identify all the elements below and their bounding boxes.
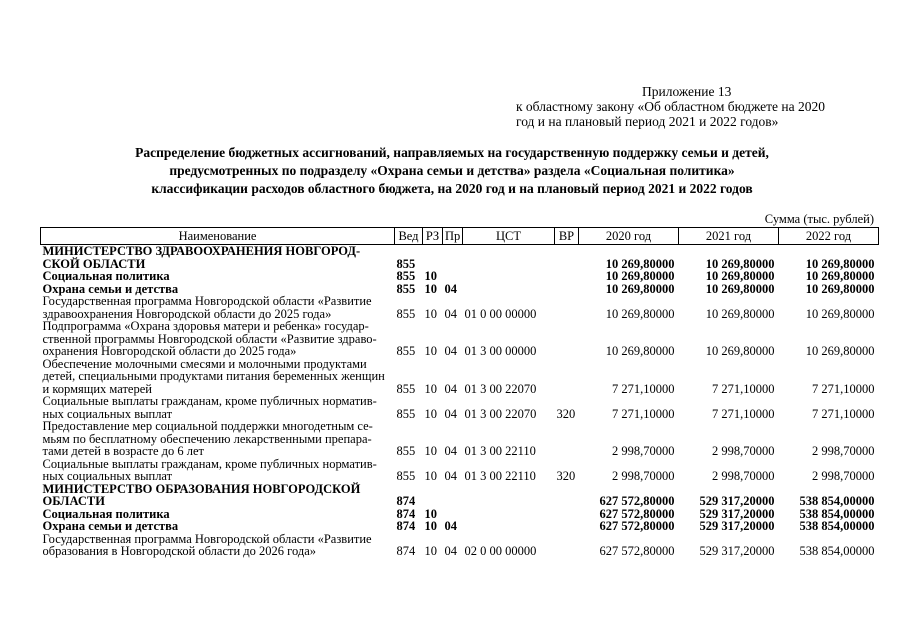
row-pr: 04 xyxy=(444,381,457,396)
row-rz: 10 xyxy=(424,469,437,483)
row-rz: 10 xyxy=(424,519,437,533)
row-name: Охрана семьи и детства xyxy=(42,519,179,533)
row-vr xyxy=(555,520,579,533)
row-cst: 01 3 00 22110 xyxy=(464,469,536,483)
table-row xyxy=(41,520,879,533)
row-cst: 01 3 00 22070 xyxy=(464,381,537,396)
row-vr xyxy=(555,320,579,358)
row-amount-2021: 10 269,80000 xyxy=(705,306,775,321)
col-header-pr: Пр xyxy=(443,228,463,245)
document-title xyxy=(40,144,864,198)
row-amount-2020: 627 572,80000 xyxy=(599,544,675,558)
row-amount-2020: 10 269,80000 xyxy=(605,269,675,283)
title-line-3: классификации расходов областного бюджета, на 2020 год и на плановый период 2021 и 2022 годов xyxy=(151,181,753,196)
row-amount-2021: 10 269,80000 xyxy=(705,269,775,283)
col-header-2021: 2021 год xyxy=(679,228,779,245)
row-name: Охрана семьи и детства xyxy=(42,281,179,296)
row-amount-2020: 10 269,80000 xyxy=(605,281,675,296)
row-name: Государственная программа Новгородской области «Развитие здравоохранения Новгородской области до 2025 года» xyxy=(42,294,372,321)
row-amount-2020: 10 269,80000 xyxy=(605,306,675,321)
appendix-line-1: к областному закону «Об областном бюджете на 2020 xyxy=(516,99,825,114)
row-amount-2022: 10 269,80000 xyxy=(805,281,875,296)
col-header-cst: ЦСТ xyxy=(463,228,555,245)
row-name: МИНИСТЕРСТВО ЗДРАВООХРАНЕНИЯ НОВГОРОД-СКОЙ ОБЛАСТИ xyxy=(42,244,361,271)
row-amount-2022: 538 854,00000 xyxy=(799,506,875,521)
table-row xyxy=(41,395,879,420)
row-name: Обеспечение молочными смесями и молочными продуктами детей, специальными продуктами питания беременных женщин и кормящих матерей xyxy=(42,356,385,396)
row-amount-2020: 10 269,80000 xyxy=(605,344,675,358)
row-cst: 01 3 00 22110 xyxy=(464,444,536,458)
row-amount-2022: 2 998,70000 xyxy=(812,469,875,483)
row-ved: 855 xyxy=(396,269,416,283)
row-amount-2022: 10 269,80000 xyxy=(805,269,875,283)
row-name: Социальные выплаты гражданам, кроме публичных норматив-ных социальных выплат xyxy=(42,456,377,483)
row-rz: 10 xyxy=(424,306,437,321)
row-amount-2020: 627 572,80000 xyxy=(599,519,675,533)
row-amount-2021: 10 269,80000 xyxy=(705,256,775,271)
row-vr xyxy=(555,358,579,396)
row-pr: 04 xyxy=(444,469,457,483)
table-row xyxy=(41,245,879,271)
row-vr xyxy=(555,483,579,508)
row-vr xyxy=(555,283,579,296)
row-amount-2021: 529 317,20000 xyxy=(699,494,775,508)
row-amount-2021: 10 269,80000 xyxy=(705,281,775,296)
title-line-1: Распределение бюджетных ассигнований, направляемых на государственную поддержку семьи и детей, xyxy=(135,145,769,160)
row-cst: 01 3 00 22070 xyxy=(464,406,537,421)
row-name: Государственная программа Новгородской области «Развитие образования в Новгородской области до 2026 года» xyxy=(42,531,372,558)
row-amount-2020: 10 269,80000 xyxy=(605,256,675,271)
table-row xyxy=(41,458,879,483)
row-rz: 10 xyxy=(424,281,437,296)
row-amount-2022: 10 269,80000 xyxy=(805,256,875,271)
row-amount-2021: 7 271,10000 xyxy=(712,406,775,421)
row-rz xyxy=(423,245,443,271)
row-name: Подпрограмма «Охрана здоровья матери и ребенка» государ-ственной программы Новгородской области «Развитие здраво-охранения Новгородской области до 2025 года» xyxy=(42,319,377,358)
row-amount-2021: 2 998,70000 xyxy=(712,469,775,483)
appendix-number: Приложение 13 xyxy=(642,84,732,99)
row-amount-2022: 538 854,00000 xyxy=(799,519,875,533)
row-amount-2021: 10 269,80000 xyxy=(705,344,775,358)
table-row xyxy=(41,270,879,283)
row-amount-2021: 529 317,20000 xyxy=(699,544,775,558)
row-ved: 855 xyxy=(396,406,416,421)
appendix-header xyxy=(516,84,886,129)
row-amount-2021: 529 317,20000 xyxy=(699,519,775,533)
row-cst xyxy=(463,283,555,296)
row-name: Социальные выплаты гражданам, кроме публичных норматив-ных социальных выплат xyxy=(42,394,377,421)
row-rz: 10 xyxy=(424,269,437,283)
row-amount-2022: 538 854,00000 xyxy=(799,544,875,558)
row-name: МИНИСТЕРСТВО ОБРАЗОВАНИЯ НОВГОРОДСКОЙ ОБЛАСТИ xyxy=(42,481,361,508)
row-amount-2021: 2 998,70000 xyxy=(712,444,775,458)
row-vr xyxy=(555,245,579,271)
row-amount-2021: 7 271,10000 xyxy=(712,381,775,396)
row-ved: 855 xyxy=(396,344,416,358)
col-header-ved: Вед xyxy=(395,228,423,245)
row-cst xyxy=(463,508,555,521)
row-rz: 10 xyxy=(424,444,437,458)
row-rz: 10 xyxy=(424,406,437,421)
table-row xyxy=(41,320,879,358)
row-ved: 855 xyxy=(396,306,416,321)
row-pr xyxy=(443,483,463,508)
row-amount-2022: 10 269,80000 xyxy=(805,344,875,358)
units-label: Сумма (тыс. рублей) xyxy=(764,212,874,226)
row-vr xyxy=(555,295,579,320)
row-cst xyxy=(463,483,555,508)
row-ved: 874 xyxy=(396,506,416,521)
budget-table xyxy=(40,227,879,558)
row-pr: 04 xyxy=(444,444,457,458)
table-row xyxy=(41,358,879,396)
row-amount-2022: 7 271,10000 xyxy=(812,406,875,421)
row-rz: 10 xyxy=(424,506,437,521)
title-line-2: предусмотренных по подразделу «Охрана семьи и детства» раздела «Социальная политика» xyxy=(169,163,735,178)
row-ved: 874 xyxy=(396,494,416,508)
row-cst: 01 0 00 00000 xyxy=(464,306,537,321)
row-amount-2020: 7 271,10000 xyxy=(612,381,675,396)
row-pr: 04 xyxy=(444,306,457,321)
row-ved: 855 xyxy=(396,381,416,396)
row-vr xyxy=(555,508,579,521)
row-name: Предоставление мер социальной поддержки многодетным се-мьям по бесплатному обеспечению лекарственными препара-тами детей в возрасте до 6 лет xyxy=(42,419,373,458)
col-header-2022: 2022 год xyxy=(779,228,879,245)
row-pr xyxy=(443,245,463,271)
row-rz: 10 xyxy=(424,344,437,358)
row-amount-2021: 529 317,20000 xyxy=(699,506,775,521)
row-amount-2022: 2 998,70000 xyxy=(812,444,875,458)
row-ved: 855 xyxy=(396,469,416,483)
col-header-rz: РЗ xyxy=(423,228,443,245)
row-cst xyxy=(463,245,555,271)
table-header-row xyxy=(41,228,879,245)
table-body xyxy=(41,245,879,558)
row-rz: 10 xyxy=(424,381,437,396)
row-amount-2020: 627 572,80000 xyxy=(599,494,675,508)
row-pr: 04 xyxy=(444,544,457,558)
row-pr xyxy=(443,270,463,283)
row-vr xyxy=(555,420,579,458)
row-vr: 320 xyxy=(556,406,576,421)
row-cst xyxy=(463,520,555,533)
row-amount-2022: 538 854,00000 xyxy=(799,494,875,508)
row-pr: 04 xyxy=(444,519,457,533)
col-header-2020: 2020 год xyxy=(579,228,679,245)
table-row xyxy=(41,483,879,508)
row-pr: 04 xyxy=(444,281,457,296)
table-row xyxy=(41,533,879,558)
row-pr: 04 xyxy=(444,406,457,421)
row-name: Социальная политика xyxy=(42,269,170,283)
row-amount-2022: 10 269,80000 xyxy=(805,306,875,321)
row-vr xyxy=(555,533,579,558)
row-ved: 874 xyxy=(396,544,416,558)
row-cst xyxy=(463,270,555,283)
row-amount-2020: 2 998,70000 xyxy=(612,444,675,458)
appendix-line-2: год и на плановый период 2021 и 2022 годов» xyxy=(516,114,779,129)
row-vr xyxy=(555,270,579,283)
row-ved: 855 xyxy=(396,256,416,271)
col-header-vr: ВР xyxy=(555,228,579,245)
row-cst: 02 0 00 00000 xyxy=(464,544,537,558)
row-amount-2022: 7 271,10000 xyxy=(812,381,875,396)
table-row xyxy=(41,295,879,320)
row-pr: 04 xyxy=(444,344,457,358)
row-rz xyxy=(423,483,443,508)
row-ved: 855 xyxy=(396,444,416,458)
row-amount-2020: 2 998,70000 xyxy=(612,469,675,483)
row-vr: 320 xyxy=(556,469,576,483)
table-row xyxy=(41,420,879,458)
row-rz: 10 xyxy=(424,544,437,558)
row-amount-2020: 627 572,80000 xyxy=(599,506,675,521)
row-amount-2020: 7 271,10000 xyxy=(612,406,675,421)
col-header-name: Наименование xyxy=(41,228,395,245)
row-ved: 855 xyxy=(396,281,416,296)
row-name: Социальная политика xyxy=(42,506,170,521)
row-cst: 01 3 00 00000 xyxy=(464,344,537,358)
row-ved: 874 xyxy=(396,519,416,533)
